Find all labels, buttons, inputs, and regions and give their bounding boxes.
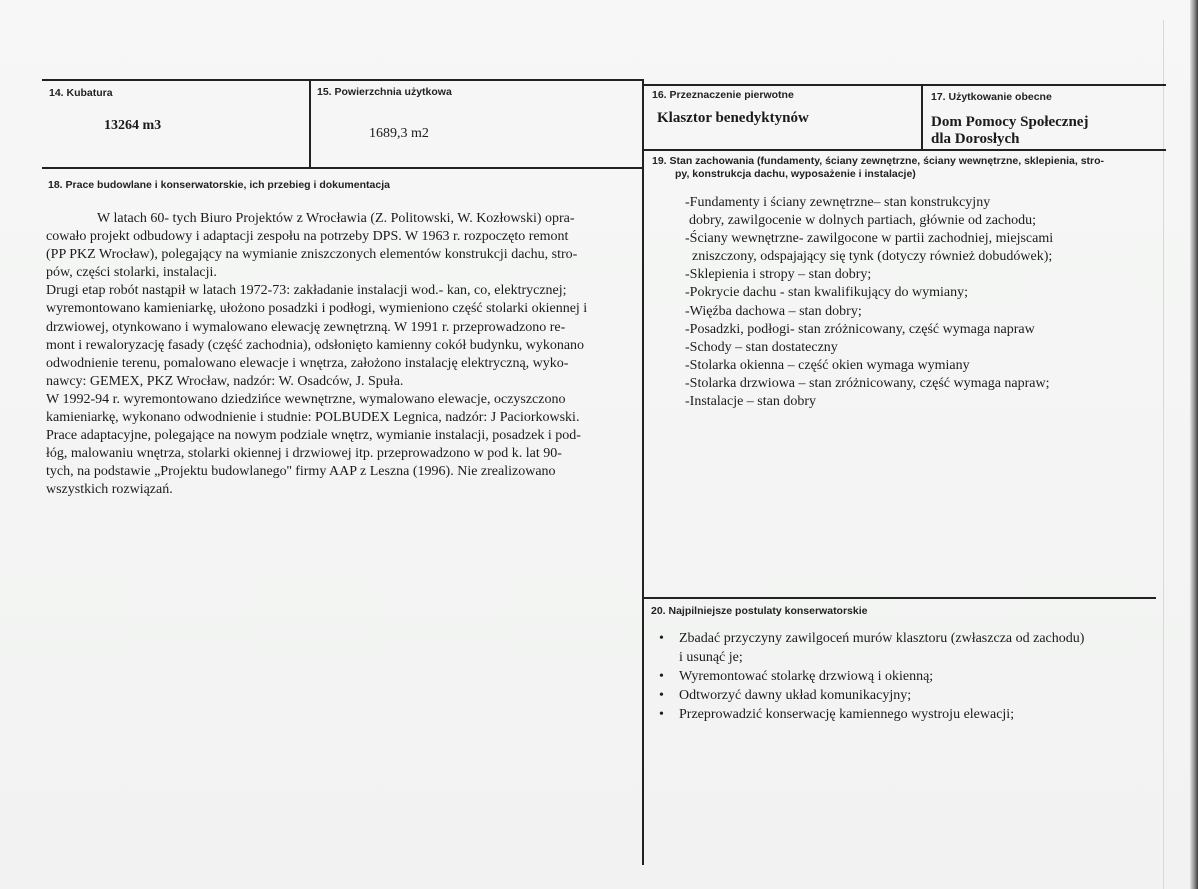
row1-bottom-border-left — [42, 167, 643, 169]
field-17-value-line-1: Dom Pomocy Społecznej — [931, 114, 1089, 130]
field-18-line: Drugi etap robót nastąpił w latach 1972-73: zakładanie instalacji wod.- kan, co, elektrycznej; — [46, 283, 567, 299]
field-18-label: 18. Prace budowlane i konserwatorskie, ich przebieg i dokumentacja — [48, 179, 390, 191]
list-item — [656, 629, 1084, 667]
field-19-line: -Więźba dachowa – stan dobry; — [685, 303, 862, 319]
field-18-line: łóg, malowaniu wnętrza, stolarki okiennej i drzwiowej itp. przeprowadzono w pod k. lat 90- — [46, 446, 562, 462]
bullet-icon: • — [659, 707, 664, 722]
field-18-line: tych, na podstawie „Projektu budowlanego'' firmy AAP z Leszna (1996). Nie zrealizowano — [46, 464, 556, 480]
field-20-list — [656, 629, 1084, 724]
list-item-line: Wyremontować stolarkę drzwiową i okienną; — [679, 669, 934, 684]
field-18-line: pów, części stolarki, instalacji. — [46, 265, 217, 281]
field-18-line: wszystkich rozwiązań. — [46, 482, 173, 498]
field-18-line: mont i rewaloryzację fasady (część zachodnia), odsłonięto kamienny cokół budynku, wykonano — [46, 337, 585, 353]
bullet-icon: • — [659, 631, 664, 646]
list-item — [656, 667, 1084, 686]
field-19-line: -Posadzki, podłogi- stan zróżnicowany, część wymaga napraw — [685, 321, 1035, 337]
field-14-label: 14. Kubatura — [49, 87, 113, 99]
field-20-label: 20. Najpilniejsze postulaty konserwatorskie — [651, 605, 868, 617]
list-item — [656, 686, 1084, 705]
top-border-right — [644, 84, 1166, 86]
field-19-line: -Instalacje – stan dobry — [685, 394, 817, 410]
field-19-line: -Sklepienia i stropy – stan dobry; — [685, 267, 872, 283]
field-18-line: (PP PKZ Wrocław), polegający na wymianie zniszczonych elementów konstrukcji dachu, stro- — [46, 247, 578, 263]
field-17-value-line-2: dla Dorosłych — [931, 131, 1020, 147]
row1-bottom-border-right — [644, 149, 1166, 151]
bullet-icon: • — [659, 669, 664, 684]
list-item-line: Zbadać przyczyny zawilgoceń murów klasztoru (zwłaszcza od zachodu) — [679, 631, 1085, 646]
bullet-icon: • — [659, 688, 664, 703]
field-19-line: -Pokrycie dachu - stan kwalifikujący do wymiany; — [685, 285, 969, 301]
field-19-line: -Fundamenty i ściany zewnętrzne– stan konstrukcyjny — [685, 195, 991, 210]
field-19-line: -Stolarka okienna – część okien wymaga wymiany — [685, 357, 970, 373]
divider-16-17 — [921, 85, 923, 150]
field-15-label: 15. Powierzchnia użytkowa — [317, 86, 452, 98]
field-15-value: 1689,3 m2 — [369, 126, 429, 141]
f20-top-border — [644, 597, 1156, 599]
field-19-line: dobry, zawilgocenie w dolnych partiach, głównie od zachodu; — [689, 213, 1037, 229]
main-vertical-divider — [642, 80, 644, 865]
field-19-line: zniszczony, odspajający się tynk (dotyczy również dobudówek); — [692, 249, 1053, 265]
field-16-label: 16. Przeznaczenie pierwotne — [652, 89, 794, 101]
top-border-left — [42, 79, 644, 81]
field-18-line: W latach 60- tych Biuro Projektów z Wrocławia (Z. Politowski, W. Kozłowski) opra- — [97, 211, 575, 226]
field-18-line: W 1992-94 r. wyremontowano dziedzińce wewnętrzne, wymalowano elewacje, oczyszczono — [46, 391, 566, 407]
field-18-line: wyremontowano kamieniarkę, ułożono posadzki i podłogi, wymieniono część stolarki okiennej i — [46, 301, 588, 317]
list-item-line: i usunąć je; — [679, 650, 743, 665]
field-19-text — [685, 194, 1053, 411]
field-19-label-line-1: 19. Stan zachowania (fundamenty, ściany zewnętrzne, ściany wewnętrzne, sklepienia, stro- — [652, 155, 1105, 167]
divider-14-15 — [309, 80, 311, 168]
field-18-line: odwodnienie terenu, pomalowano elewacje i wnętrza, założono instalację elektryczną, wyko- — [46, 355, 569, 371]
field-18-line: Prace adaptacyjne, polegające na nowym podziale wnętrz, wymianie instalacji, posadzek i pod- — [46, 428, 581, 444]
field-18-text — [46, 210, 587, 500]
field-16-value: Klasztor benedyktynów — [657, 110, 809, 126]
field-19-line: -Ściany wewnętrzne- zawilgocone w partii zachodniej, miejscami — [685, 231, 1054, 247]
list-item-line: Przeprowadzić konserwację kamiennego wystroju elewacji; — [679, 707, 1015, 722]
field-18-line: cowało projekt odbudowy i adaptacji zespołu na potrzeby DPS. W 1963 r. rozpoczęto remont — [46, 229, 569, 245]
field-19-label-line-2: py, konstrukcja dachu, wyposażenie i instalacje) — [675, 168, 916, 180]
field-18-line: drzwiowej, otynkowano i wymalowano elewację zewnętrzną. W 1991 r. przeprowadzono re- — [46, 319, 566, 335]
scan-edge — [1190, 0, 1198, 889]
field-14-value: 13264 m3 — [104, 118, 162, 133]
field-19-line: -Schody – stan dostateczny — [685, 339, 838, 355]
list-item-line: Odtworzyć dawny układ komunikacyjny; — [679, 688, 912, 703]
field-17-label: 17. Użytkowanie obecne — [931, 91, 1052, 103]
field-18-line: kamieniarkę, wykonano odwodnienie i studnie: POLBUDEX Legnica, nadzór: J Paciorkowski. — [46, 410, 580, 426]
list-item — [656, 705, 1084, 724]
page-edge-shadow — [1163, 20, 1190, 889]
field-19-line: -Stolarka drzwiowa – stan zróżnicowany, część wymaga napraw; — [685, 375, 1050, 391]
field-18-line: nawcy: GEMEX, PKZ Wrocław, nadzór: W. Osadców, J. Spuła. — [46, 373, 404, 389]
